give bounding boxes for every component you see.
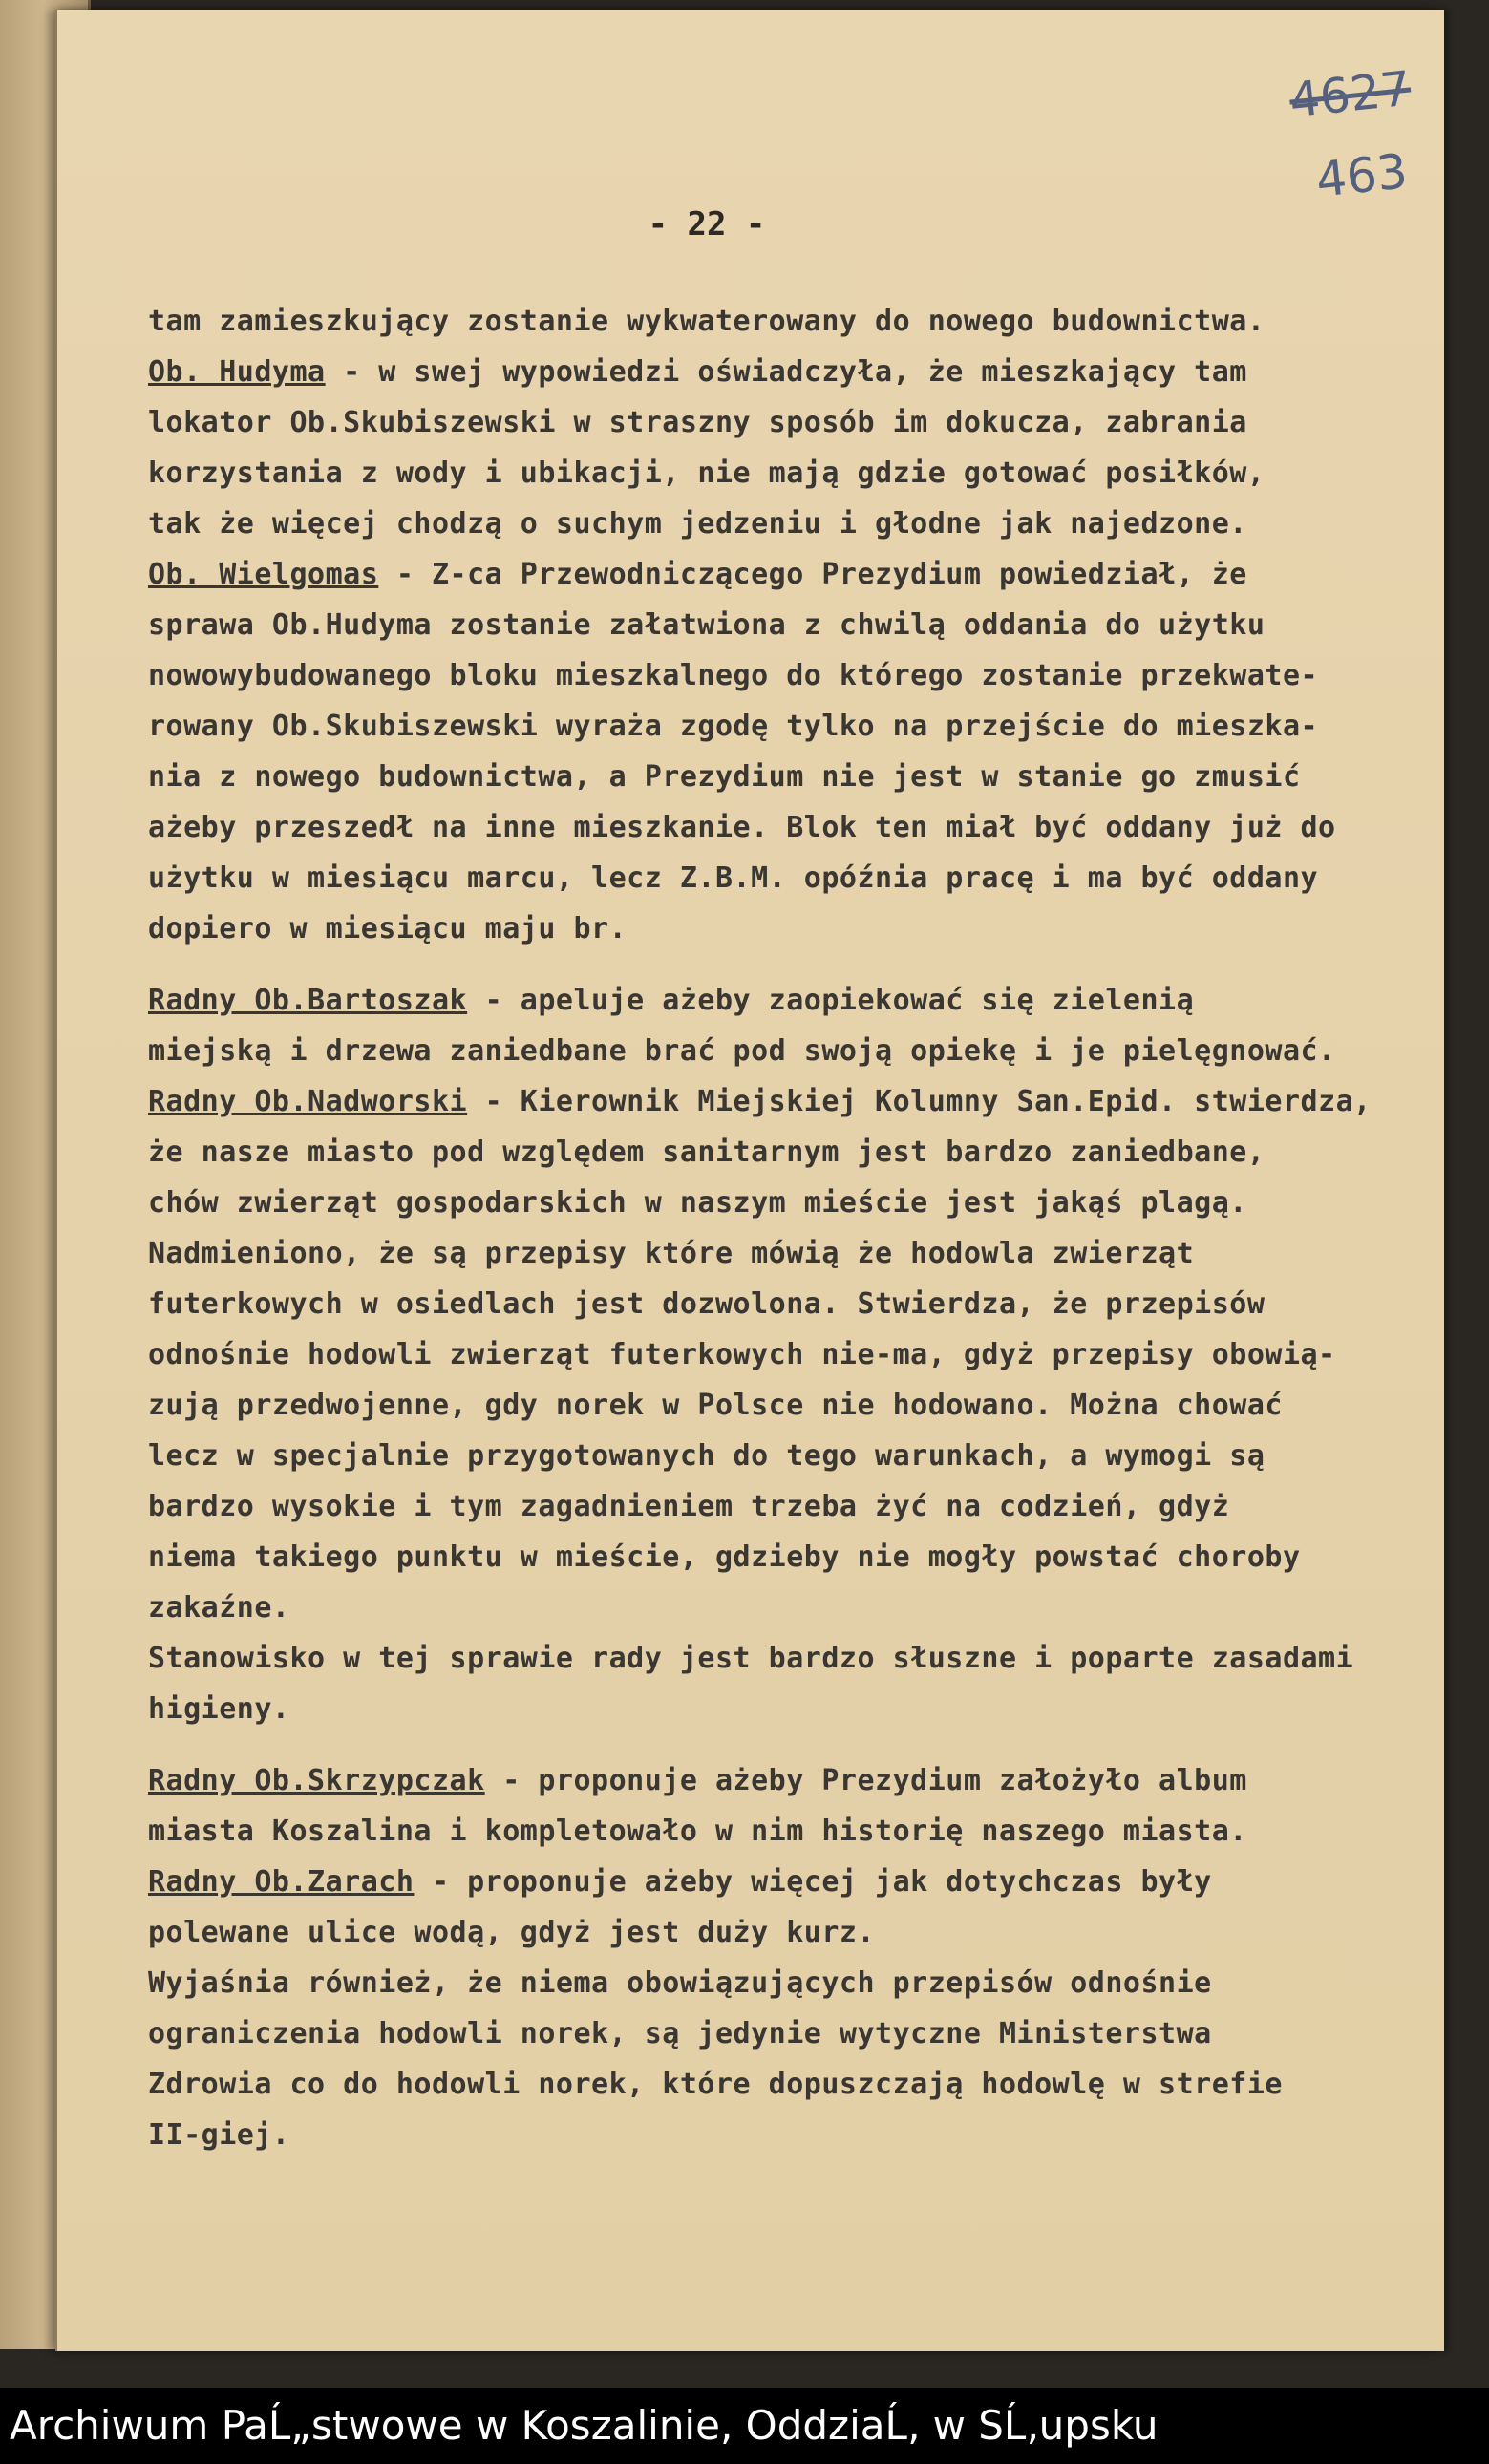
text-line bbox=[148, 1380, 1485, 1431]
text-line bbox=[148, 1178, 1485, 1228]
text-line bbox=[148, 296, 1485, 347]
text-line bbox=[148, 1958, 1485, 2008]
line-text: - w swej wypowiedzi oświadczyła, że mieszkający tam bbox=[325, 355, 1247, 389]
line-text: że nasze miasto pod względem sanitarnym jest bardzo zaniedbane, bbox=[148, 1136, 1266, 1169]
line-text: polewane ulice wodą, gdyż jest duży kurz. bbox=[148, 1916, 876, 1949]
text-line bbox=[148, 1857, 1485, 1907]
line-text: II-giej. bbox=[148, 2118, 290, 2152]
line-text: tam zamieszkujący zostanie wykwaterowany do nowego budownictwa. bbox=[148, 305, 1266, 338]
text-line bbox=[148, 1329, 1485, 1380]
text-line bbox=[148, 397, 1485, 448]
text-line bbox=[148, 1127, 1485, 1178]
text-line bbox=[148, 1076, 1485, 1127]
text-line bbox=[148, 499, 1485, 549]
line-text: tak że więcej chodzą o suchym jedzeniu i głodne jak najedzone. bbox=[148, 507, 1247, 541]
line-text: nowowybudowanego bloku mieszkalnego do którego zostanie przekwate- bbox=[148, 659, 1319, 692]
text-line bbox=[148, 600, 1485, 650]
line-text: Stanowisko w tej sprawie rady jest bardzo słuszne i poparte zasadami bbox=[148, 1642, 1354, 1675]
line-text: - proponuje ażeby więcej jak dotychczas były bbox=[414, 1865, 1212, 1899]
line-text: odnośnie hodowli zwierząt futerkowych nie-ma, gdyż przepisy obowią- bbox=[148, 1338, 1336, 1371]
line-text: Nadmieniono, że są przepisy które mówią że hodowla zwierząt bbox=[148, 1237, 1195, 1270]
speaker-name: Radny Ob.Skrzypczak bbox=[148, 1764, 485, 1797]
line-text: użytku w miesiącu marcu, lecz Z.B.M. opóźnia pracę i ma być oddany bbox=[148, 861, 1319, 895]
text-line bbox=[148, 1481, 1485, 1532]
text-line bbox=[148, 1228, 1485, 1279]
line-text: miejską i drzewa zaniedbane brać pod swoją opiekę i je pielęgnować. bbox=[148, 1034, 1336, 1068]
line-text: - proponuje ażeby Prezydium założyło album bbox=[484, 1764, 1247, 1797]
text-line bbox=[148, 347, 1485, 397]
text-line bbox=[148, 701, 1485, 752]
typed-text-body bbox=[148, 296, 1485, 2160]
text-line bbox=[148, 1806, 1485, 1857]
text-line bbox=[148, 650, 1485, 701]
line-text: ażeby przeszedł na inne mieszkanie. Blok ten miał być oddany już do bbox=[148, 811, 1336, 844]
line-text: miasta Koszalina i kompletowało w nim historię naszego miasta. bbox=[148, 1815, 1247, 1848]
text-line bbox=[148, 1755, 1485, 1806]
line-text: lecz w specjalnie przygotowanych do tego warunkach, a wymogi są bbox=[148, 1439, 1266, 1473]
line-text: dopiero w miesiącu maju br. bbox=[148, 912, 628, 945]
text-line bbox=[148, 752, 1485, 802]
speaker-name: Ob. Wielgomas bbox=[148, 558, 379, 591]
line-text: Zdrowia co do hodowli norek, które dopuszczają hodowlę w strefie bbox=[148, 2068, 1283, 2101]
text-line bbox=[148, 549, 1485, 600]
line-text: ograniczenia hodowli norek, są jedynie wytyczne Ministerstwa bbox=[148, 2017, 1212, 2050]
text-line bbox=[148, 448, 1485, 499]
line-text: futerkowych w osiedlach jest dozwolona. Stwierdza, że przepisów bbox=[148, 1287, 1266, 1321]
line-text: Wyjaśnia również, że niema obowiązujących przepisów odnośnie bbox=[148, 1966, 1212, 2000]
line-text: zakaźne. bbox=[148, 1591, 290, 1625]
text-line bbox=[148, 853, 1485, 903]
line-text: rowany Ob.Skubiszewski wyraża zgodę tylko na przejście do mieszka- bbox=[148, 710, 1319, 743]
line-text: - apeluje ażeby zaopiekować się zielenią bbox=[467, 984, 1195, 1017]
text-line bbox=[148, 903, 1485, 954]
line-text: sprawa Ob.Hudyma zostanie załatwiona z chwilą oddania do użytku bbox=[148, 608, 1266, 642]
text-line bbox=[148, 1907, 1485, 1958]
text-line bbox=[148, 2110, 1485, 2160]
document-page bbox=[55, 10, 1444, 2351]
text-line bbox=[148, 2008, 1485, 2059]
text-line bbox=[148, 1684, 1485, 1734]
line-text: - Z-ca Przewodniczącego Prezydium powiedział, że bbox=[378, 558, 1247, 591]
handwritten-number: 463 bbox=[1313, 143, 1411, 208]
line-text: niema takiego punktu w mieście, gdzieby nie mogły powstać choroby bbox=[148, 1540, 1301, 1574]
line-text: zują przedwojenne, gdy norek w Polsce nie hodowano. Można chować bbox=[148, 1389, 1283, 1422]
text-line bbox=[148, 1026, 1485, 1076]
speaker-name: Radny Ob.Bartoszak bbox=[148, 984, 468, 1017]
text-line bbox=[148, 1532, 1485, 1582]
speaker-name: Ob. Hudyma bbox=[148, 355, 326, 389]
speaker-name: Radny Ob.Nadworski bbox=[148, 1085, 468, 1118]
text-line bbox=[148, 1582, 1485, 1633]
text-line bbox=[148, 1279, 1485, 1329]
page-number: - 22 - bbox=[648, 205, 766, 244]
archive-credit: Archiwum PaĹ„stwowe w Koszalinie, OddziaĹ‚ w SĹ‚upsku bbox=[10, 2402, 1159, 2449]
text-line bbox=[148, 802, 1485, 853]
text-line bbox=[148, 1633, 1485, 1684]
line-text: bardzo wysokie i tym zagadnieniem trzeba żyć na codzień, gdyż bbox=[148, 1490, 1230, 1523]
line-text: higieny. bbox=[148, 1692, 290, 1726]
line-text: lokator Ob.Skubiszewski w straszny sposób im dokucza, zabrania bbox=[148, 406, 1247, 439]
line-text: chów zwierząt gospodarskich w naszym mieście jest jakąś plagą. bbox=[148, 1186, 1247, 1220]
line-text: korzystania z wody i ubikacji, nie mają gdzie gotować posiłków, bbox=[148, 457, 1266, 490]
line-text: nia z nowego budownictwa, a Prezydium nie jest w stanie go zmusić bbox=[148, 760, 1301, 794]
text-line bbox=[148, 1431, 1485, 1481]
speaker-name: Radny Ob.Zarach bbox=[148, 1865, 415, 1899]
line-text: - Kierownik Miejskiej Kolumny San.Epid. stwierdza, bbox=[467, 1085, 1372, 1118]
archive-footer bbox=[0, 2388, 1489, 2464]
handwritten-number-crossed: 4627 bbox=[1287, 60, 1414, 129]
text-line bbox=[148, 975, 1485, 1026]
text-line bbox=[148, 2059, 1485, 2110]
